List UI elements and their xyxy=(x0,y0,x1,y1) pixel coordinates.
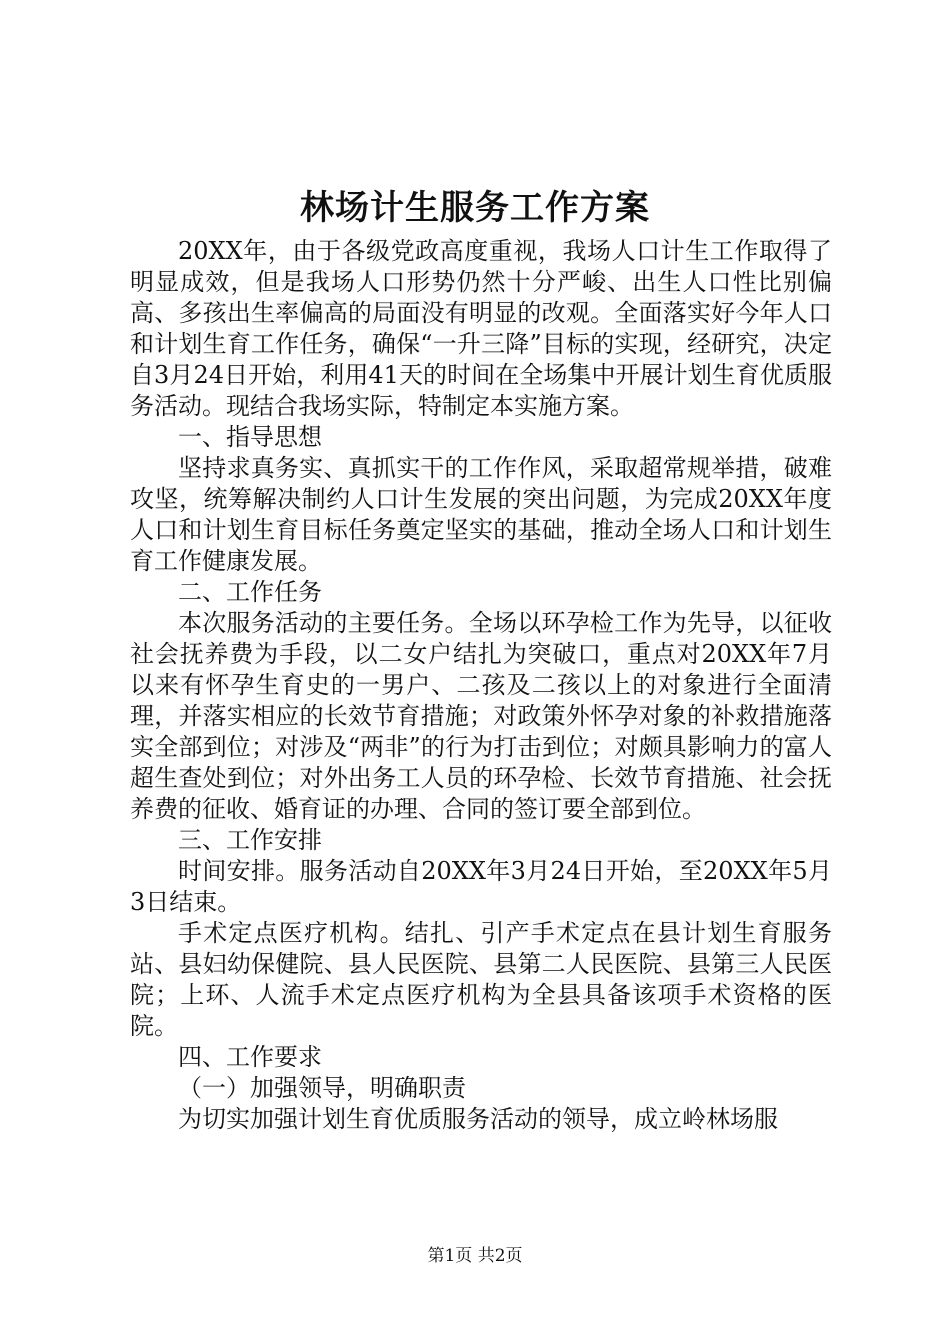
time-arrangement-paragraph: 时间安排。服务活动自20XX年3月24日开始，至20XX年5月3日结束。 xyxy=(130,857,832,916)
subsection-heading-leadership: （一）加强领导，明确职责 xyxy=(178,1074,466,1102)
intro-paragraph: 20XX年，由于各级党政高度重视，我场人口计生工作取得了明显成效，但是我场人口形势仍然十分严峻、出生人口性比别偏高、多孩出生率偏高的局面没有明显的改观。全面落实好今年人口和计划生育工作任务，确保“一升三降”目标的实现，经研究，决定自3月24日开始，利用41天的时间在全场集中开展计划生育优质服务活动。现结合我场实际，特制定本实施方案。 xyxy=(130,237,832,420)
document-body xyxy=(130,236,832,1135)
section-heading-guiding-ideology: 一、指导思想 xyxy=(178,423,322,451)
document-title: 林场计生服务工作方案 xyxy=(300,188,650,228)
section-heading-work-requirements: 四、工作要求 xyxy=(178,1043,322,1071)
guiding-ideology-paragraph: 坚持求真务实、真抓实干的工作作风，采取超常规举措，破难攻坚，统筹解决制约人口计生发展的突出问题，为完成20XX年度人口和计划生育目标任务奠定坚实的基础，推动全场人口和计划生育工作健康发展。 xyxy=(130,454,832,575)
section-heading-work-arrangement: 三、工作安排 xyxy=(178,826,322,854)
surgery-institutions-paragraph: 手术定点医疗机构。结扎、引产手术定点在县计划生育服务站、县妇幼保健院、县人民医院、县第二人民医院、县第三人民医院；上环、人流手术定点医疗机构为全县具备该项手术资格的医院。 xyxy=(130,919,832,1040)
section-heading-work-tasks: 二、工作任务 xyxy=(178,578,322,606)
work-tasks-paragraph: 本次服务活动的主要任务。全场以环孕检工作为先导，以征收社会抚养费为手段，以二女户结扎为突破口，重点对20XX年7月以来有怀孕生育史的一男户、二孩及二孩以上的对象进行全面清理，并落实相应的长效节育措施；对政策外怀孕对象的补救措施落实全部到位；对涉及“两非”的行为打击到位；对颇具影响力的富人超生查处到位；对外出务工人员的环孕检、长效节育措施、社会抚养费的征收、婚育证的办理、合同的签订要全部到位。 xyxy=(130,609,832,823)
page-number-footer: 第1页 共2页 xyxy=(427,1246,523,1266)
leadership-paragraph: 为切实加强计划生育优质服务活动的领导，成立岭林场服 xyxy=(178,1105,778,1133)
